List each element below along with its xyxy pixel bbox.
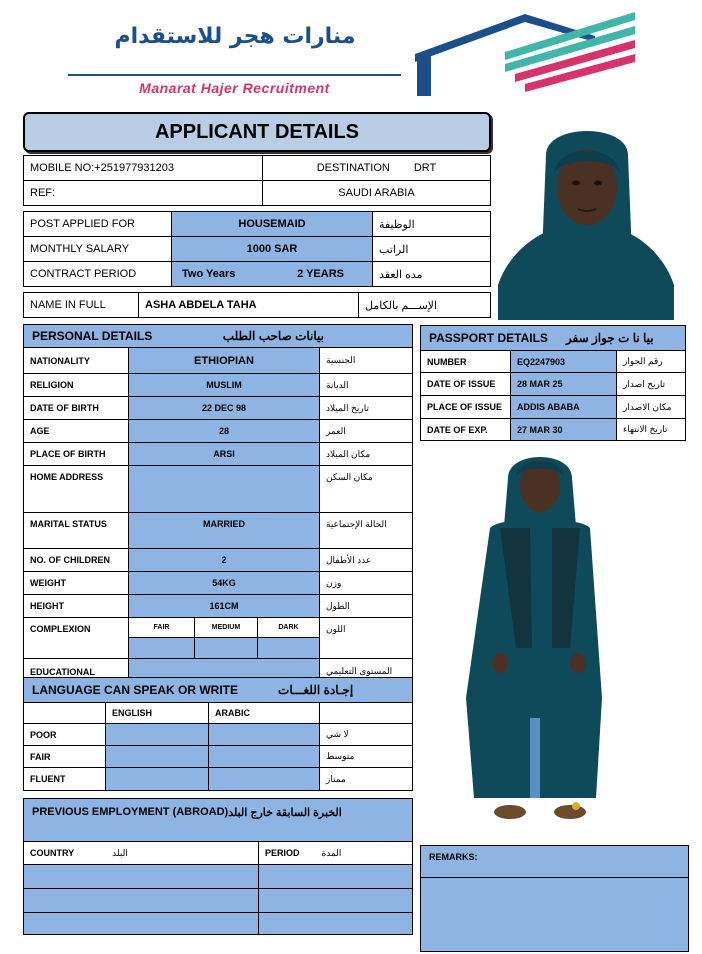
language-fluent-arabic — [208, 767, 320, 791]
destination-cell — [262, 155, 491, 181]
destination-country: SAUDI ARABIA — [262, 180, 491, 206]
passport-issue-place-label: PLACE OF ISSUE — [420, 395, 511, 419]
weight-label-arabic: وزن — [319, 571, 413, 595]
passport-exp-label: DATE OF EXP. — [420, 418, 511, 441]
contract-value — [171, 261, 373, 287]
passport-issue-date-label-arabic: تاريخ اصدار — [616, 372, 686, 396]
post-label-arabic: الوظيفة — [372, 211, 491, 237]
employment-row-2-country — [23, 888, 259, 913]
passport-exp-label-arabic: تاريخ الانتهاء — [616, 418, 686, 441]
language-english-header: ENGLISH — [105, 702, 209, 724]
remarks-label-row — [421, 846, 688, 878]
dob-value: 22 DEC 98 — [128, 396, 320, 420]
employment-country-label: COUNTRY — [30, 848, 75, 858]
passport-number-label-arabic: رقم الجواز — [616, 350, 686, 373]
complexion-label: COMPLEXION — [23, 617, 129, 659]
post-value: HOUSEMAID — [171, 211, 373, 237]
pob-label: PLACE OF BIRTH — [23, 442, 129, 466]
employment-row-3-country — [23, 912, 259, 935]
full-body-figure — [460, 448, 608, 832]
complexion-medium: MEDIUM — [194, 617, 258, 638]
logo-divider — [68, 74, 401, 76]
language-fair-label-arabic: متوسط — [319, 745, 413, 768]
complexion-dark-value — [257, 637, 320, 659]
post-label: POST APPLIED FOR — [23, 211, 172, 237]
complexion-fair: FAIR — [128, 617, 195, 638]
religion-label-arabic: الديانة — [319, 373, 413, 397]
marital-status-label: MARITAL STATUS — [23, 512, 129, 549]
language-corner-right — [319, 702, 413, 724]
complexion-dark: DARK — [257, 617, 320, 638]
salary-label-arabic: الراتب — [372, 236, 491, 262]
age-value: 28 — [128, 419, 320, 443]
personal-details-title: PERSONAL DETAILS — [32, 329, 153, 343]
employment-period-header — [258, 841, 413, 865]
remarks-label: REMARKS: — [429, 852, 478, 862]
complexion-fair-value — [128, 637, 195, 659]
personal-details-header — [23, 324, 413, 348]
language-poor-label-arabic: لا شي — [319, 723, 413, 746]
employment-period-label: PERIOD — [265, 848, 300, 858]
passport-issue-date-value: 28 MAR 25 — [510, 372, 617, 396]
passport-issue-place-value: ADDIS ABABA — [510, 395, 617, 419]
passport-exp-value: 27 MAR 30 — [510, 418, 617, 441]
employment-row-1-country — [23, 864, 259, 889]
page-title: APPLICANT DETAILS — [154, 120, 360, 143]
language-poor-arabic — [208, 723, 320, 746]
full-body-photo — [460, 448, 608, 832]
height-value: 161CM — [128, 594, 320, 618]
name-value: ASHA ABDELA TAHA — [138, 292, 359, 318]
children-value: 2 — [128, 548, 320, 572]
house-logo-icon — [415, 12, 640, 102]
employment-country-header — [23, 841, 259, 865]
destination-code: DRT — [413, 162, 437, 174]
contract-value-text: Two Years — [182, 268, 236, 280]
dob-label: DATE OF BIRTH — [23, 396, 129, 420]
employment-row-1-period — [258, 864, 413, 889]
language-fair-arabic — [208, 745, 320, 768]
education-value — [128, 658, 320, 678]
language-poor-english — [105, 723, 209, 746]
passport-issue-place-label-arabic: مكان الاصدار — [616, 395, 686, 419]
height-label: HEIGHT — [23, 594, 129, 618]
logo — [60, 12, 650, 102]
language-title-arabic: إجـادة اللغـــات — [278, 683, 354, 697]
language-poor-label: POOR — [23, 723, 106, 746]
education-label-arabic: المستوى التعليمي — [319, 658, 413, 678]
complexion-label-arabic: اللون — [319, 617, 413, 659]
children-label-arabic: عدد الأطفال — [319, 548, 413, 572]
destination-label: DESTINATION — [316, 162, 390, 174]
employment-row-2-period — [258, 888, 413, 913]
contract-label: CONTRACT PERIOD — [23, 261, 172, 287]
passport-issue-date-label: DATE OF ISSUE — [420, 372, 511, 396]
contract-value-years: 2 YEARS — [297, 268, 344, 280]
remarks-box — [420, 845, 689, 952]
weight-label: WEIGHT — [23, 571, 129, 595]
contract-label-arabic: مده العقد — [372, 261, 491, 287]
religion-value: MUSLIM — [128, 373, 320, 397]
age-label: AGE — [23, 419, 129, 443]
language-corner — [23, 702, 106, 724]
age-label-arabic: العمر — [319, 419, 413, 443]
nationality-label-arabic: الجنسية — [319, 347, 413, 374]
language-arabic-header: ARABIC — [208, 702, 320, 724]
name-label-arabic: الإســـم بالكامل — [358, 292, 491, 318]
page-title-box — [23, 112, 491, 152]
personal-details-title-arabic: بيانات صاحب الطلب — [222, 329, 324, 343]
pob-label-arabic: مكان الميلاد — [319, 442, 413, 466]
language-fluent-english — [105, 767, 209, 791]
language-header — [23, 677, 413, 703]
portrait-figure — [498, 115, 674, 320]
nationality-value: ETHIOPIAN — [128, 347, 320, 374]
pob-value: ARSI — [128, 442, 320, 466]
ref: REF: — [23, 180, 263, 206]
salary-value: 1000 SAR — [171, 236, 373, 262]
education-label: EDUCATIONAL — [23, 658, 129, 678]
name-label: NAME IN FULL — [23, 292, 139, 318]
children-label: NO. OF CHILDREN — [23, 548, 129, 572]
complexion-medium-value — [194, 637, 258, 659]
employment-title: PREVIOUS EMPLOYMENT (ABROAD) — [32, 806, 229, 818]
employment-row-3-period — [258, 912, 413, 935]
portrait-photo — [498, 115, 674, 320]
salary-label: MONTHLY SALARY — [23, 236, 172, 262]
nationality-label: NATIONALITY — [23, 347, 129, 374]
dob-label-arabic: تاريخ الميلاد — [319, 396, 413, 420]
marital-status-label-arabic: الحالة الإجتماعية — [319, 512, 413, 549]
language-fluent-label-arabic: ممتاز — [319, 767, 413, 791]
passport-header — [420, 325, 686, 351]
language-fair-label: FAIR — [23, 745, 106, 768]
passport-title-arabic: بيا نا ت جواز سفر — [565, 331, 654, 345]
language-fluent-label: FLUENT — [23, 767, 106, 791]
language-fair-english — [105, 745, 209, 768]
employment-country-label-arabic: البلد — [112, 847, 128, 858]
passport-title: PASSPORT DETAILS — [429, 331, 548, 345]
logo-english-text: Manarat Hajer Recruitment — [139, 80, 330, 96]
height-label-arabic: الطول — [319, 594, 413, 618]
mobile-number: MOBILE NO:+251977931203 — [23, 155, 263, 181]
logo-arabic-text: منارات هجر للاستقدام — [114, 24, 356, 49]
home-address-value — [128, 465, 320, 513]
employment-title-arabic: الخبرة السابقة خارج البلد — [228, 807, 342, 819]
employment-period-label-arabic: المدة — [321, 847, 342, 858]
home-address-label-arabic: مكان السكن — [319, 465, 413, 513]
home-address-label: HOME ADDRESS — [23, 465, 129, 513]
passport-number-label: NUMBER — [420, 350, 511, 373]
marital-status-value: MARRIED — [128, 512, 320, 549]
passport-number-value: EQ2247903 — [510, 350, 617, 373]
weight-value: 54KG — [128, 571, 320, 595]
religion-label: RELIGION — [23, 373, 129, 397]
language-title: LANGUAGE CAN SPEAK OR WRITE — [32, 683, 239, 697]
employment-header — [23, 798, 413, 842]
